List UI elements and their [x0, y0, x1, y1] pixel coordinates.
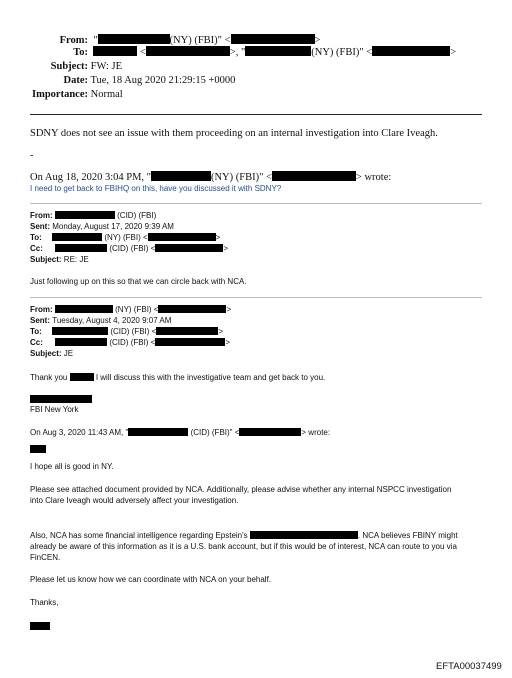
header-to-row: To: < >, " (NY) (FBI)" < >	[20, 46, 456, 59]
redaction	[146, 46, 230, 56]
redaction	[239, 428, 301, 436]
redaction	[151, 171, 211, 181]
main-message: SDNY does not see an issue with them proceeding on an internal investigation into Clare Iveagh.	[30, 128, 438, 139]
msg4-p2b: into Clare Iveagh would adversely affect your investigation.	[30, 496, 239, 505]
office-name: FBI New York	[30, 405, 79, 414]
msg2-subject: Subject: RE: JE	[30, 255, 89, 264]
msg4-p1: I hope all is good in NY.	[30, 462, 114, 471]
redaction	[55, 244, 107, 252]
redaction	[93, 46, 137, 56]
redaction	[55, 211, 115, 219]
quote1-text: I need to get back to FBIHQ on this, have you discussed it with SDNY?	[30, 184, 282, 193]
document-id: EFTA00037499	[436, 661, 502, 672]
importance-label: Importance:	[32, 89, 88, 100]
header-from-row: From: " (NY) (FBI)" < >	[20, 34, 320, 47]
separator	[30, 297, 482, 298]
header-divider	[30, 114, 482, 115]
msg4-p3b: already be aware of this information as it is a U.S. bank account, but if this would be of interest, NCA can route to you via	[30, 542, 457, 551]
redaction	[98, 34, 170, 44]
redaction	[231, 34, 315, 44]
signature-redaction	[30, 395, 92, 403]
from-label: From:	[59, 35, 88, 46]
subject-label: Subject:	[50, 61, 88, 72]
redaction	[245, 46, 311, 56]
header-subject-row	[20, 60, 122, 73]
msg3-sent: Sent: Tuesday, August 4, 2020 9:07 AM	[30, 316, 172, 325]
msg3-cc: Cc: (CID) (FBI) < >	[30, 338, 231, 347]
msg3-from: From: (NY) (FBI) < >	[30, 305, 232, 314]
date-value: Tue, 18 Aug 2020 21:29:15 +0000	[90, 75, 236, 86]
greeting-redaction	[30, 445, 46, 453]
redaction	[155, 244, 223, 252]
redaction	[70, 373, 94, 381]
quote1-header: On Aug 18, 2020 3:04 PM, " (NY) (FBI)" < > wrote:	[30, 172, 392, 183]
msg3-to: To: (CID) (FBI) < >	[30, 327, 223, 336]
header-importance-row	[20, 88, 123, 101]
importance-value: Normal	[90, 89, 123, 100]
redaction	[148, 233, 216, 241]
msg2-text: Just following up on this so that we can circle back with NCA.	[30, 277, 247, 286]
redaction	[272, 171, 356, 181]
redaction	[52, 233, 102, 241]
closing-redaction	[30, 622, 50, 630]
redaction	[372, 46, 450, 56]
msg4-thanks: Thanks,	[30, 598, 59, 607]
msg4-p3c: FinCEN.	[30, 553, 61, 562]
from-detail: (NY) (FBI)" <	[169, 35, 231, 46]
msg4-p2a: Please see attached document provided by NCA. Additionally, please advise whether any internal NSPCC investigation	[30, 485, 452, 494]
msg3-subject: Subject: JE	[30, 349, 74, 358]
dash: -	[30, 150, 34, 161]
subject-value: FW: JE	[90, 61, 123, 72]
redaction	[250, 531, 358, 539]
redaction	[158, 305, 226, 313]
redaction	[52, 327, 108, 335]
msg2-cc: Cc: (CID) (FBI) < >	[30, 244, 229, 253]
msg4-p4: Please let us know how we can coordinate with NCA on your behalf.	[30, 575, 272, 584]
msg4-p3a: Also, NCA has some financial intelligence regarding Epstein's . NCA believes FBINY might	[30, 531, 458, 540]
date-label: Date:	[63, 75, 88, 86]
msg2-from: From: (CID) (FBI)	[30, 211, 157, 220]
header-date-row	[20, 74, 235, 87]
redaction	[55, 305, 113, 313]
msg2-to: To: (NY) (FBI) < >	[30, 233, 221, 242]
to-label: To:	[73, 47, 88, 58]
msg4-header: On Aug 3, 2020 11:43 AM, " (CID) (FBI)" < > wrote:	[30, 428, 331, 437]
msg3-thank: Thank you I will discuss this with the investigative team and get back to you.	[30, 373, 326, 382]
redaction	[155, 338, 225, 346]
redaction	[156, 327, 218, 335]
separator	[30, 203, 482, 204]
msg2-sent: Sent: Monday, August 17, 2020 9:39 AM	[30, 222, 174, 231]
redaction	[55, 338, 107, 346]
redaction	[128, 428, 188, 436]
